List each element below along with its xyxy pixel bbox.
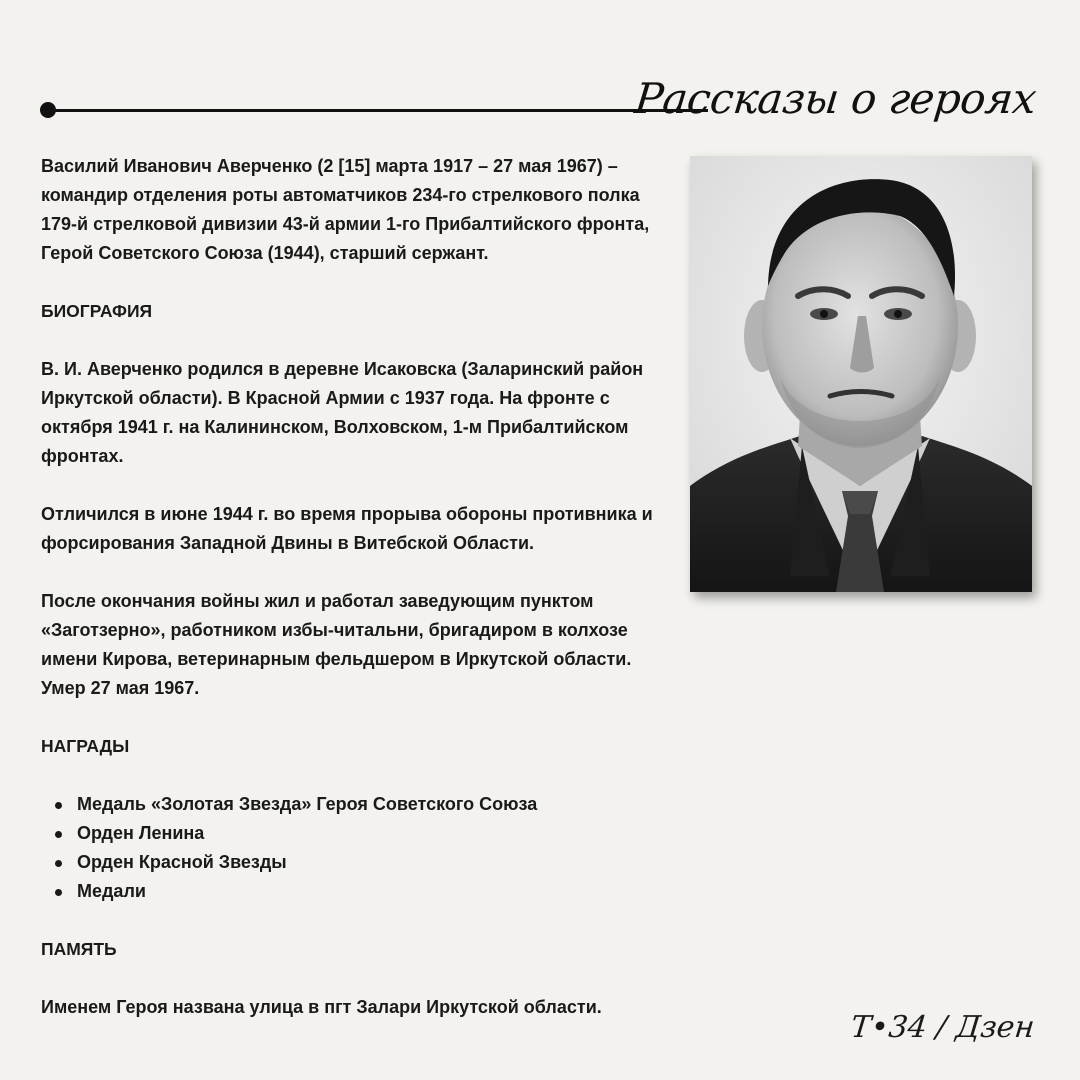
series-title: Рассказы о героях [632, 74, 1039, 123]
header-rule-line [48, 109, 708, 112]
biography-paragraph-1: В. И. Аверченко родился в деревне Исаковска (Заларинский район Иркутской области). В Красной Армии с 1937 года. На фронте с октября 1941 г. на Калининском, Волховском, 1-м Прибалтийском фронтах. [41, 359, 644, 466]
hero-portrait [690, 156, 1032, 592]
biography-heading: БИОГРАФИЯ [41, 301, 153, 321]
intro-paragraph: Василий Иванович Аверченко (2 [15] марта 1917 – 27 мая 1967) – командир отделения роты автоматчиков 234-го стрелкового полка 179-й стрелковой дивизии 43-й армии 1-го Прибалтийского фронта, Герой Советского Союза (1944), старший сержант. [41, 156, 650, 263]
bullet-icon [55, 802, 62, 809]
biography-paragraph-3: После окончания войны жил и работал заведующим пунктом «Заготзерно», работником избы-читальни, бригадиром в колхозе имени Кирова, ветеринарным фельдшером в Иркутской области. Умер 27 мая 1967. [41, 591, 632, 698]
memory-paragraph: Именем Героя названа улица в пгт Залари Иркутской области. [41, 997, 602, 1017]
bullet-icon [55, 860, 62, 867]
award-item [77, 790, 666, 819]
award-item [77, 819, 666, 848]
awards-list [41, 790, 666, 906]
awards-heading: НАГРАДЫ [41, 736, 130, 756]
award-item [77, 877, 666, 906]
award-item [77, 848, 666, 877]
memory-heading: ПАМЯТЬ [41, 939, 117, 959]
biography-paragraph-2: Отличился в июне 1944 г. во время прорыва обороны противника и форсирования Западной Двины в Витебской Области. [41, 504, 653, 553]
award-label: Орден Ленина [77, 823, 205, 843]
bullet-icon [55, 889, 62, 896]
portrait-illustration [690, 156, 1032, 592]
article-body [41, 152, 666, 1051]
bullet-icon [55, 831, 62, 838]
award-label: Медаль «Золотая Звезда» Героя Советского Союза [77, 794, 538, 814]
award-label: Орден Красной Звезды [77, 852, 287, 872]
award-label: Медали [77, 881, 146, 901]
footer-signature: Т•34 / Дзен [848, 1010, 1036, 1045]
